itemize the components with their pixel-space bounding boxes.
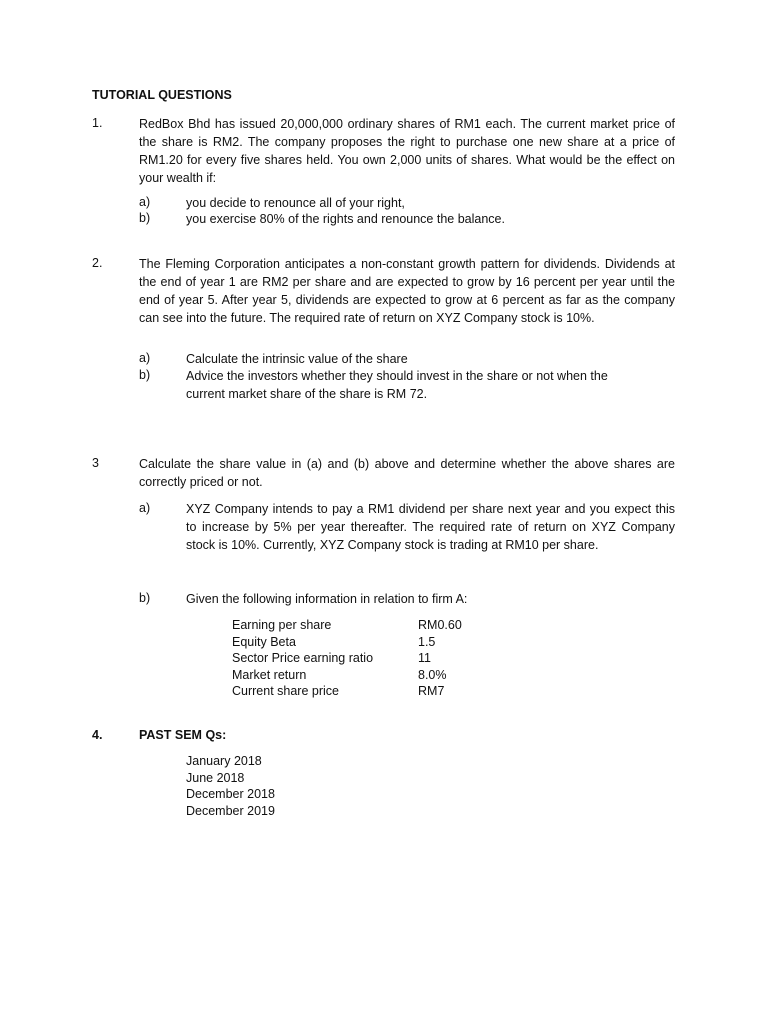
question-3b-text: Given the following information in relation to firm A:: [186, 592, 468, 606]
table-key: Market return: [232, 667, 307, 682]
question-4-title: PAST SEM Qs:: [139, 728, 227, 742]
question-2a-label: a): [139, 351, 151, 365]
table-value: 8.0%: [418, 667, 447, 682]
question-3b-label: b): [139, 591, 151, 605]
question-2a-text: Calculate the intrinsic value of the share: [186, 352, 408, 366]
table-key: Sector Price earning ratio: [232, 651, 374, 665]
question-3-number: 3: [92, 456, 99, 470]
list-item: December 2018: [186, 787, 275, 801]
table-row: [232, 634, 462, 651]
question-4-number: 4.: [92, 728, 103, 742]
question-2b-label: b): [139, 368, 151, 382]
list-item: December 2019: [186, 803, 275, 818]
question-1-text: RedBox Bhd has issued 20,000,000 ordinary shares of RM1 each. The current market price of the share is RM2. The company proposes the right to purchase one new share at a price of RM1.20 for every five shares held. You own 2,000 units of shares. What would be the effect on your wealth if:: [139, 117, 675, 185]
question-3a-text: XYZ Company intends to pay a RM1 dividend per share next year and you expect this to increase by 5% per year thereafter. The required rate of return on XYZ Company stock is 10%. Currently, XYZ Company stock is trading at RM10 per share.: [186, 502, 675, 552]
question-2b-text: Advice the investors whether they should invest in the share or not when the current market share of the share is RM 72.: [186, 369, 608, 401]
question-1-number: 1.: [92, 116, 103, 130]
question-1b-text: you exercise 80% of the rights and renounce the balance.: [186, 212, 505, 226]
question-1a-label: a): [139, 195, 151, 209]
table-row: [232, 617, 462, 634]
table-value: RM7: [418, 684, 445, 698]
table-key: Earning per share: [232, 618, 332, 632]
table-value: 11: [418, 651, 431, 665]
page-title: TUTORIAL QUESTIONS: [92, 88, 232, 102]
firm-a-info-table: [232, 617, 462, 700]
list-item: June 2018: [186, 770, 245, 785]
list-item: January 2018: [186, 754, 262, 768]
past-sem-list: [186, 753, 275, 819]
question-2-text: The Fleming Corporation anticipates a non-constant growth pattern for dividends. Dividends at the end of year 1 are RM2 per share and are expected to grow by 16 percent per year until the end of year 5. After year 5, dividends are expected to grow at 6 percent as far as the company can see into the future. The required rate of return on XYZ Company stock is 10%.: [139, 257, 675, 325]
question-3a-label: a): [139, 501, 151, 515]
table-value: RM0.60: [418, 618, 462, 632]
table-row: [232, 683, 462, 700]
table-key: Equity Beta: [232, 634, 296, 649]
table-row: [232, 650, 462, 667]
question-1a-text: you decide to renounce all of your right,: [186, 196, 405, 210]
question-3-text: Calculate the share value in (a) and (b) above and determine whether the above shares are correctly priced or not.: [139, 457, 675, 489]
table-key: Current share price: [232, 684, 339, 698]
table-row: [232, 667, 462, 684]
question-2-number: 2.: [92, 256, 103, 270]
question-1b-label: b): [139, 211, 151, 225]
table-value: 1.5: [418, 634, 436, 649]
